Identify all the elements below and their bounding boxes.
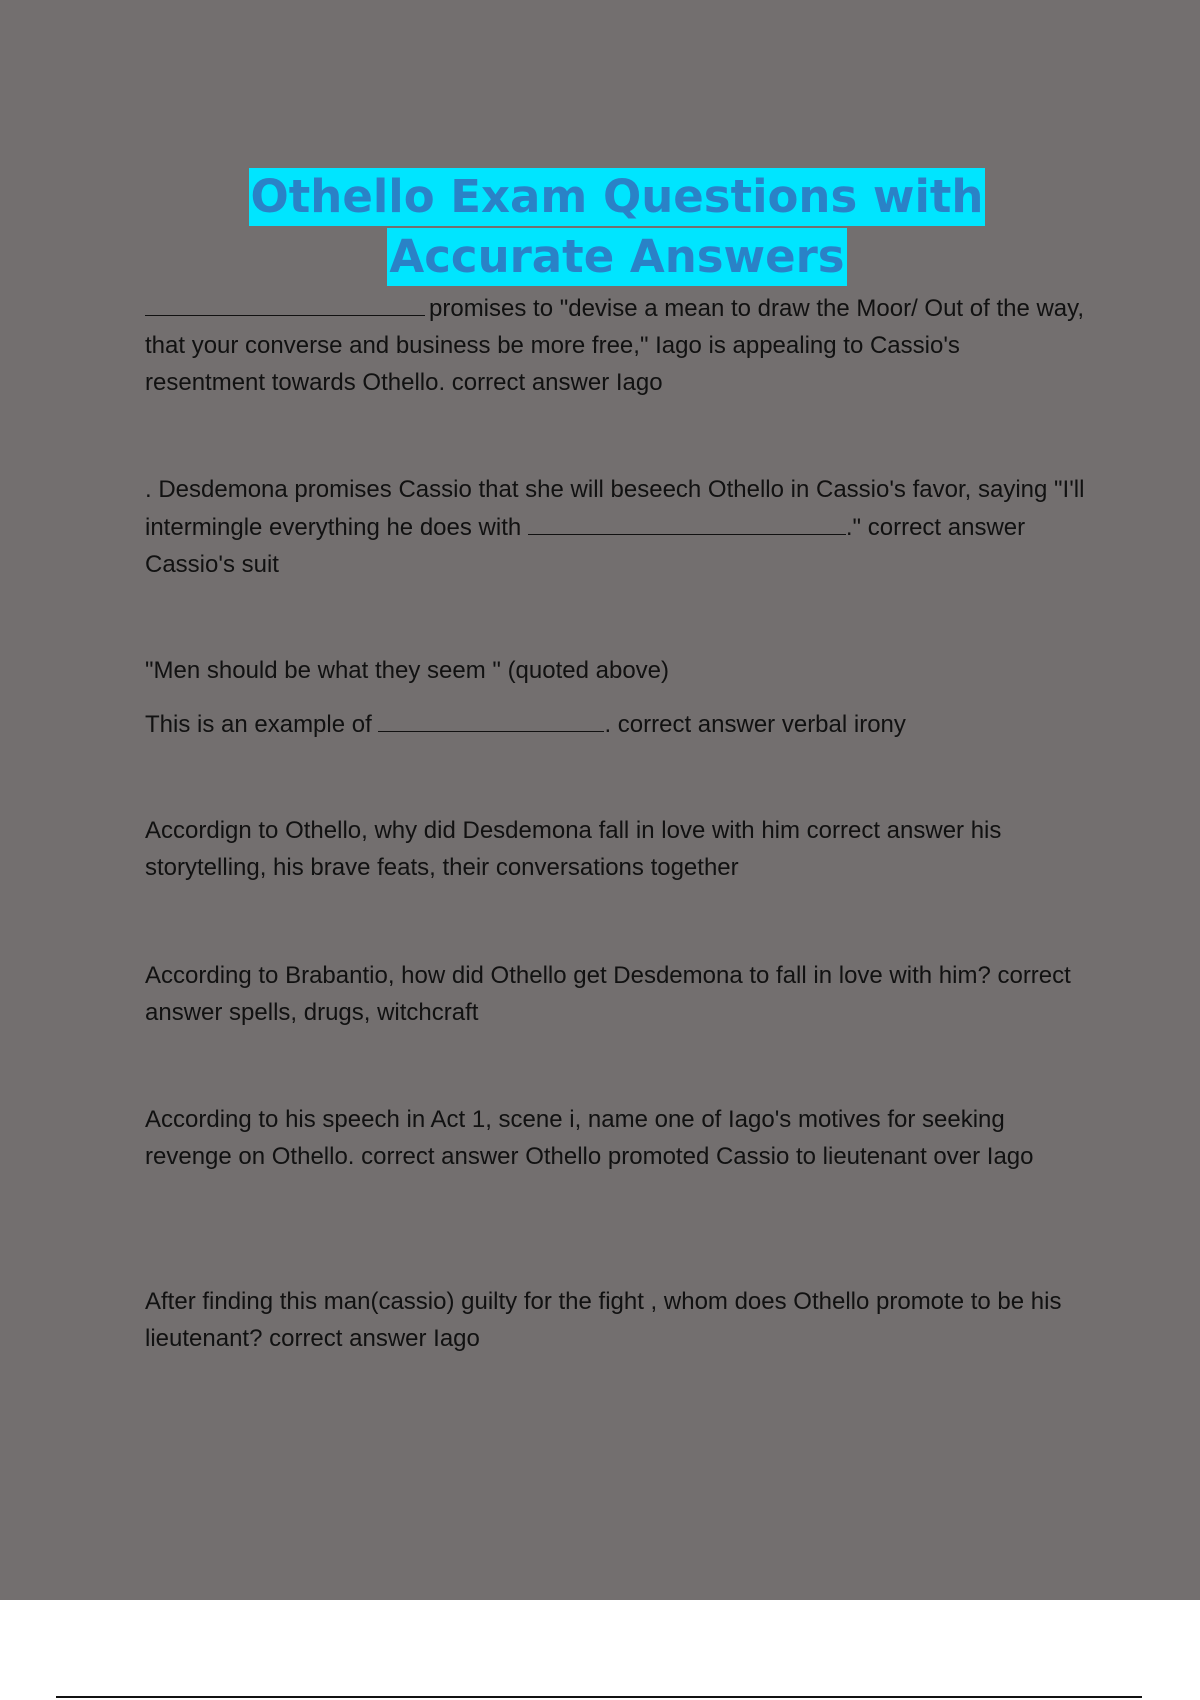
question-3-line-2: [145, 705, 1085, 743]
question-6: [145, 1101, 1085, 1175]
question-6-text: According to his speech in Act 1, scene i, name one of Iago's motives for seeking revenge on Othello. correct answer Othello promoted Cassio to lieutenant over Iago: [145, 1106, 1034, 1170]
question-7-text: After finding this man(cassio) guilty for the fight , whom does Othello promote to be his lieutenant? correct answer Iago: [145, 1288, 1062, 1352]
question-3-body-b: . correct answer verbal irony: [604, 711, 906, 738]
question-2-body-a: . Desdemona promises Cassio that she will beseech Othello in Cassio's favor, saying "I'll intermingle everything he does with: [145, 476, 1085, 541]
question-3-body-a: This is an example of: [145, 711, 372, 738]
question-5-text: According to Brabantio, how did Othello get Desdemona to fall in love with him? correct answer spells, drugs, witchcraft: [145, 962, 1071, 1026]
question-2-text: [145, 471, 1085, 583]
answer-blank: [145, 289, 425, 316]
answer-blank: [528, 508, 846, 535]
question-7: [145, 1283, 1085, 1357]
question-2-body-b: ." correct answer Cassio's suit: [145, 514, 1026, 578]
question-2: [145, 471, 1085, 583]
title-line-2: Accurate Answers: [387, 228, 846, 286]
question-4-text: Accordign to Othello, why did Desdemona fall in love with him correct answer his storytelling, his brave feats, their conversations together: [145, 817, 1002, 881]
title-line-1: Othello Exam Questions with: [249, 168, 986, 226]
question-3: [145, 652, 1085, 743]
question-3-line-1: "Men should be what they seem " (quoted above): [145, 657, 670, 684]
question-4: [145, 812, 1085, 886]
question-1: [145, 289, 1085, 401]
document-title: [0, 168, 1200, 286]
footer-rule: [56, 1696, 1142, 1698]
question-5: [145, 957, 1085, 1031]
question-1-body: promises to "devise a mean to draw the Moor/ Out of the way, that your converse and business be more free," Iago is appealing to Cassio's resentment towards Othello. correct answer Iago: [145, 295, 1085, 396]
answer-blank: [378, 705, 604, 732]
question-1-text: [145, 289, 1085, 401]
